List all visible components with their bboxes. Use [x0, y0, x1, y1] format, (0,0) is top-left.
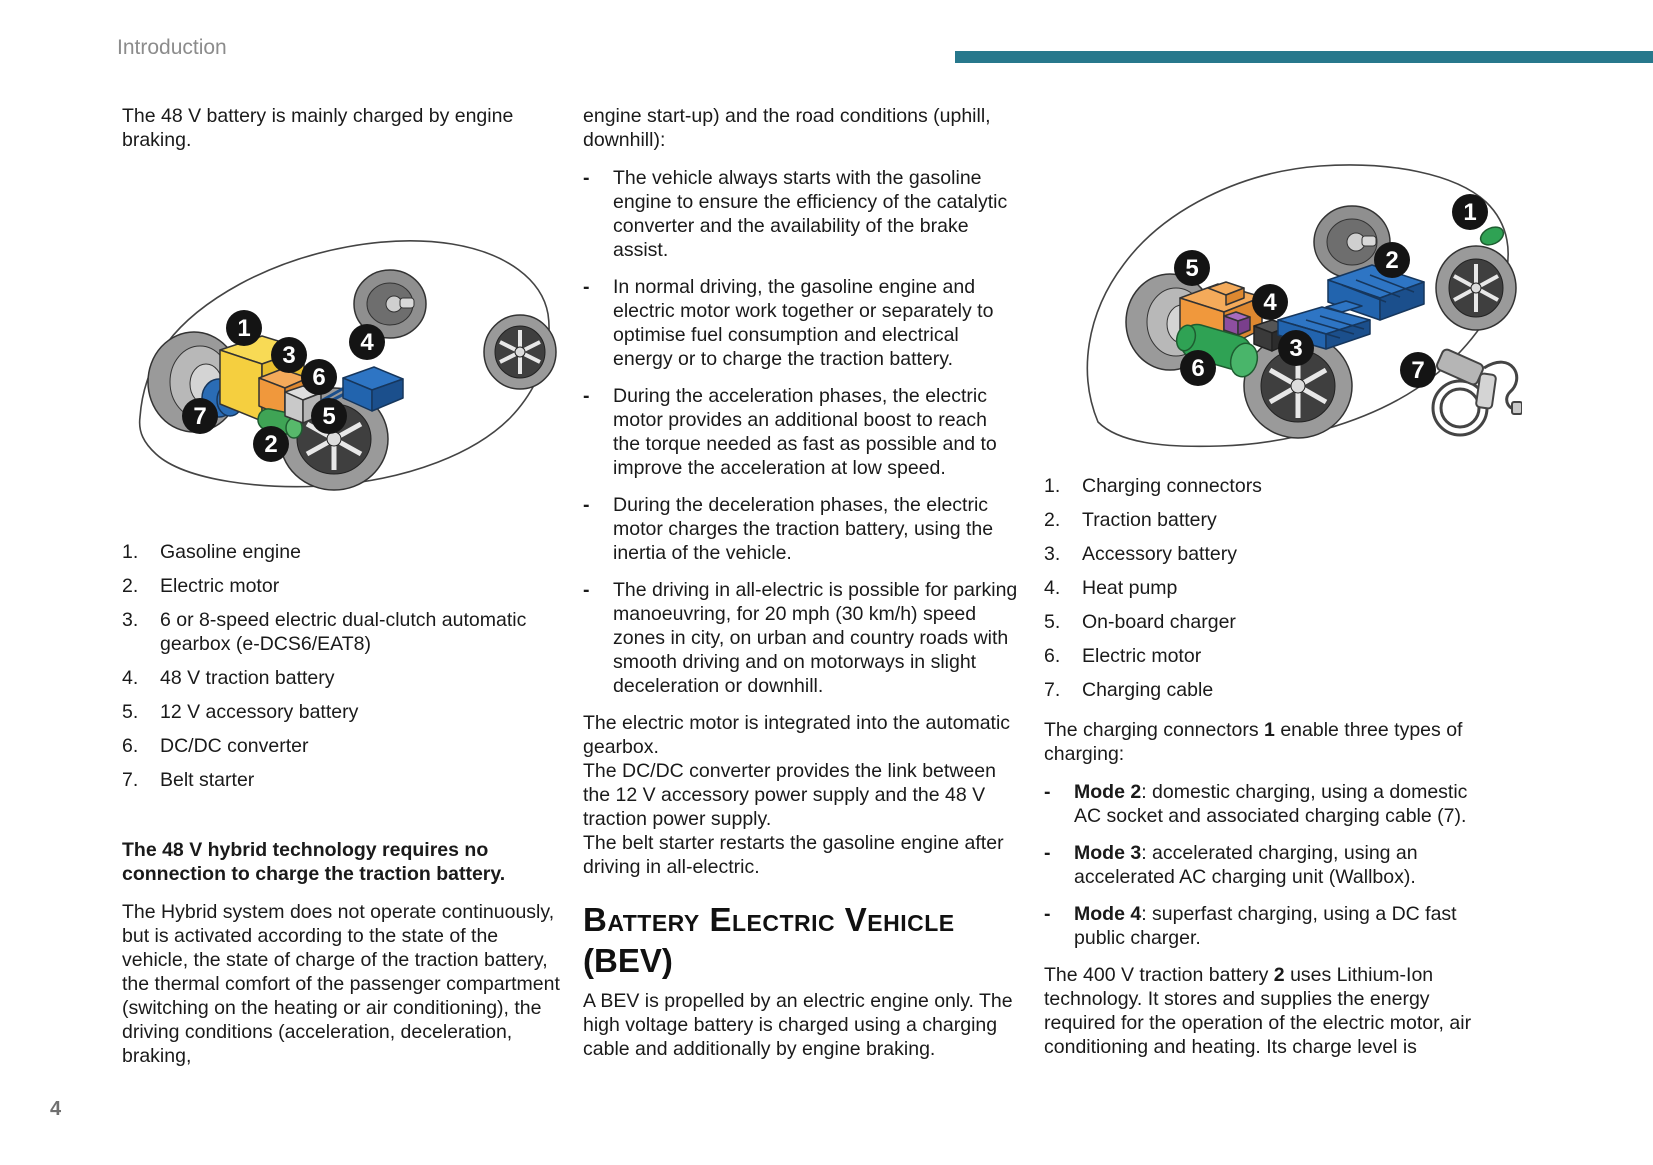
svg-text:3: 3	[282, 342, 296, 369]
badge-3	[1278, 330, 1314, 366]
bullet-item: - During the deceleration phases, the electric motor charges the traction battery, using the inertia of the vehicle.	[583, 494, 994, 564]
page-number: 4	[50, 1098, 62, 1120]
bullet-item: - Mode 2: domestic charging, using a domestic AC socket and associated charging cable (7).	[1044, 781, 1468, 827]
badge-1	[1452, 194, 1488, 230]
legend-item: 1. Charging connectors	[1044, 475, 1262, 497]
legend-item: 4. 48 V traction battery	[122, 667, 335, 689]
badge-4	[349, 324, 385, 360]
hybrid-body-paragraph: The Hybrid system does not operate continuously, but is activated according to the state of the vehicle, the state of charge of the traction battery, the thermal comfort of the passenger compartment (switching on the heating or air conditioning), the driving conditions (acceleration, deceleration, braking,	[122, 901, 560, 1067]
bullet-item: - Mode 4: superfast charging, using a DC fast public charger.	[1044, 903, 1457, 949]
left-column	[122, 100, 562, 1068]
charging-modes-bullets	[1044, 780, 1496, 950]
bullet-item: - The vehicle always starts with the gasoline engine to ensure the efficiency of the catalytic converter and the availability of the brake assist.	[583, 167, 1008, 261]
badge-3	[271, 337, 307, 373]
dash: -	[583, 579, 590, 601]
svg-text:5: 5	[322, 403, 336, 430]
badge-5	[311, 398, 347, 434]
connector-ref-1: 1	[1264, 719, 1275, 741]
accent-bar	[955, 51, 1653, 63]
svg-text:7: 7	[1411, 357, 1425, 384]
driving-modes-bullets	[583, 166, 1019, 698]
svg-text:6: 6	[1191, 355, 1205, 382]
rear-right-wheel	[484, 315, 556, 389]
badge-2	[253, 426, 289, 462]
charging-cable	[1433, 348, 1522, 435]
svg-text:5: 5	[1185, 255, 1199, 282]
badge-5	[1174, 250, 1210, 286]
badge-7	[182, 398, 218, 434]
charging-lead-paragraph: The charging connectors 1 enable three types of charging:	[1044, 719, 1463, 765]
hybrid-bold-note: The 48 V hybrid technology requires no connection to charge the traction battery.	[122, 839, 506, 885]
bullet-item: - In normal driving, the gasoline engine and electric motor work together or separately to optimise fuel consumption and electrical energy or to charge the traction battery.	[583, 276, 994, 370]
legend-item: 6. Electric motor	[1044, 645, 1202, 667]
battery-ref-2: 2	[1273, 964, 1285, 986]
heat-pump-cube	[1224, 312, 1250, 335]
lead-paragraph: engine start-up) and the road conditions (uphill, downhill):	[583, 105, 991, 151]
svg-text:2: 2	[264, 431, 278, 458]
front-right-wheel	[1436, 246, 1516, 330]
bev-section-heading: Battery Electric Vehicle (BEV)	[583, 901, 955, 979]
system-description-paragraph: The electric motor is integrated into the automatic gearbox. The DC/DC converter provides the link between the 12 V accessory power supply and the 48 V traction power supply. The belt starter restarts the gasoline engine after driving in all-electric.	[583, 712, 1011, 878]
traction-battery-paragraph: The 400 V traction battery 2 uses Lithium-Ion technology. It stores and supplies the energy required for the operation of the electric motor, air conditioning and heating. Its charge level is	[1044, 964, 1472, 1058]
legend-item: 4. Heat pump	[1044, 577, 1178, 599]
bullet-item: - During the acceleration phases, the electric motor provides an additional boost to reach the torque needed as fast as possible and to improve the acceleration at low speed.	[583, 385, 997, 479]
middle-column	[583, 100, 1019, 1061]
dash: -	[583, 385, 590, 407]
legend-item: 7. Charging cable	[1044, 679, 1214, 701]
section-header: Introduction	[117, 36, 227, 59]
right-column	[1044, 100, 1496, 1059]
badge-7	[1400, 352, 1436, 388]
dash: -	[1044, 781, 1051, 803]
badge-1	[226, 310, 262, 346]
badge-6	[301, 359, 337, 395]
svg-text:1: 1	[1463, 199, 1477, 226]
svg-text:4: 4	[1263, 289, 1277, 316]
legend-item: 7. Belt starter	[122, 769, 255, 791]
badge-2	[1374, 242, 1410, 278]
legend-item: 5. 12 V accessory battery	[122, 701, 359, 723]
hybrid-powertrain-diagram	[122, 192, 562, 498]
legend-item: 3. Accessory battery	[1044, 543, 1237, 565]
legend-item: 6. DC/DC converter	[122, 735, 309, 757]
dash: -	[583, 276, 590, 298]
svg-text:4: 4	[360, 329, 374, 356]
bev-legend	[1044, 474, 1496, 702]
svg-text:6: 6	[312, 364, 326, 391]
dash: -	[1044, 903, 1051, 925]
bullet-item: - Mode 3: accelerated charging, using an accelerated AC charging unit (Wallbox).	[1044, 842, 1418, 888]
dash: -	[1044, 842, 1051, 864]
bev-intro-paragraph: A BEV is propelled by an electric engine only. The high voltage battery is charged using a charging cable and additionally by engine braking.	[583, 990, 1013, 1060]
svg-text:2: 2	[1385, 247, 1399, 274]
svg-text:3: 3	[1289, 335, 1303, 362]
hybrid-legend	[122, 540, 562, 792]
svg-text:7: 7	[193, 403, 207, 430]
legend-item: 2. Electric motor	[122, 575, 280, 597]
legend-item: 5. On-board charger	[1044, 611, 1236, 633]
badge-6	[1180, 350, 1216, 386]
legend-item: 2. Traction battery	[1044, 509, 1217, 531]
legend-item: 3. 6 or 8-speed electric dual-clutch automatic gearbox (e-DCS6/EAT8)	[122, 609, 527, 655]
badge-4	[1252, 284, 1288, 320]
dash: -	[583, 494, 590, 516]
hybrid-intro-paragraph: The 48 V battery is mainly charged by engine braking.	[122, 105, 514, 151]
svg-text:1: 1	[237, 315, 251, 342]
dash: -	[583, 167, 590, 189]
bullet-item: - The driving in all-electric is possible for parking manoeuvring, for 20 mph (30 km/h) speed zones in city, on urban and country roads with smooth driving and on motorways in slight deceleration or downhill.	[583, 579, 1018, 697]
bev-powertrain-diagram	[1040, 116, 1496, 460]
legend-item: 1. Gasoline engine	[122, 541, 301, 563]
